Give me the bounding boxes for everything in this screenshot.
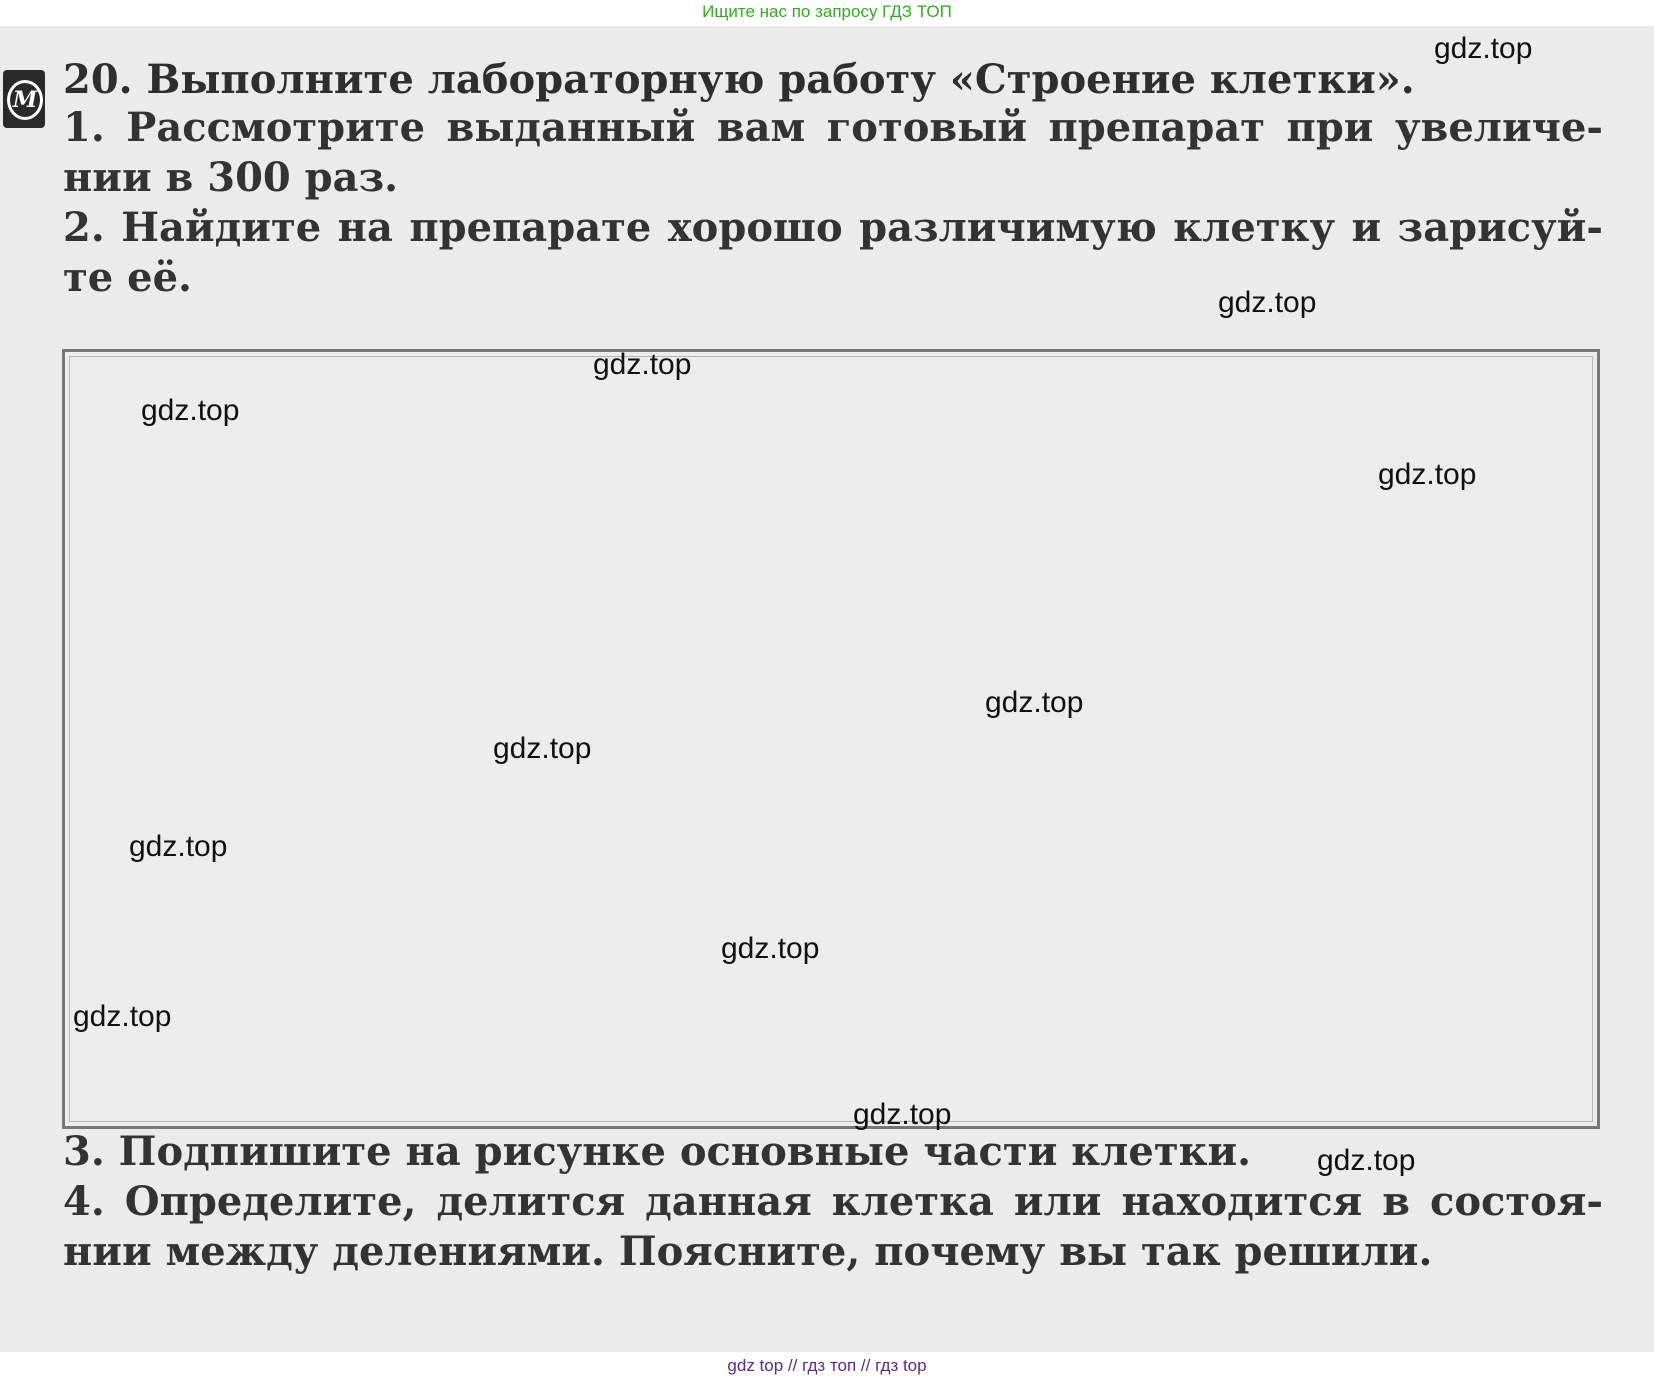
bottom-banner <box>0 1352 1654 1379</box>
watermark: gdz.top <box>1434 32 1533 65</box>
task-step-1-cont: нии в 300 раз. <box>63 154 399 201</box>
watermark: gdz.top <box>1317 1144 1416 1177</box>
task-step-2: 2. Найдите на препарате хорошо различимую клетку и зарисуй- <box>63 204 1603 251</box>
watermark: gdz.top <box>853 1098 952 1131</box>
task-step-3: 3. Подпишите на рисунке основные части клетки. <box>63 1128 1252 1175</box>
watermark: gdz.top <box>493 732 592 765</box>
top-banner <box>0 0 1654 26</box>
textbook-scan <box>0 26 1654 1352</box>
top-banner-text: Ищите нас по запросу ГДЗ ТОП <box>702 2 952 21</box>
watermark: gdz.top <box>985 686 1084 719</box>
watermark: gdz.top <box>1218 286 1317 319</box>
watermark: gdz.top <box>721 932 820 965</box>
task-step-1: 1. Рассмотрите выданный вам готовый препарат при увеличе- <box>63 104 1603 151</box>
bottom-banner-text: gdz top // гдз топ // гдз top <box>727 1356 927 1375</box>
watermark: gdz.top <box>1378 458 1477 491</box>
watermark: gdz.top <box>73 1000 172 1033</box>
watermark: gdz.top <box>129 830 228 863</box>
task-title: 20. Выполните лабораторную работу «Строение клетки». <box>63 56 1415 103</box>
method-marker-icon <box>3 70 45 128</box>
marker-letter: М <box>7 80 43 120</box>
task-step-2-cont: те её. <box>63 254 192 301</box>
watermark: gdz.top <box>593 348 692 381</box>
watermark: gdz.top <box>141 394 240 427</box>
drawing-area[interactable] <box>62 349 1600 1129</box>
task-step-4-cont: нии между делениями. Поясните, почему вы так решили. <box>63 1228 1433 1275</box>
task-step-4: 4. Определите, делится данная клетка или находится в состоя- <box>63 1178 1603 1225</box>
